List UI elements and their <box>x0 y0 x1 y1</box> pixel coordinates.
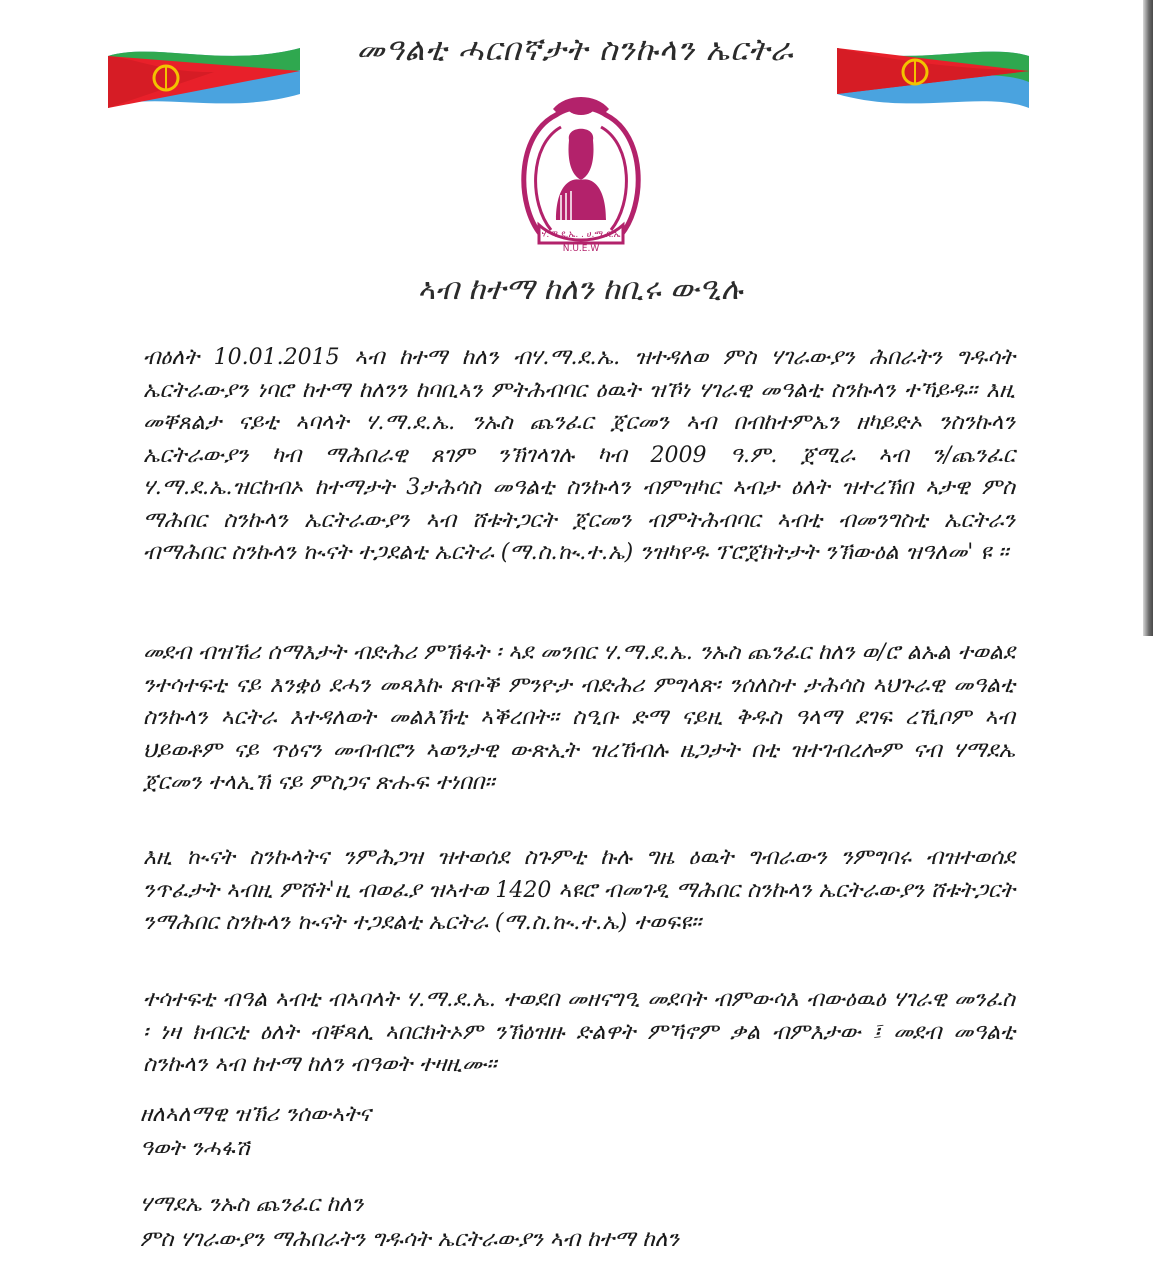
closing-line-1: ዘለኣለማዊ ዝኽሪ ንሰውኣትና <box>140 1102 371 1127</box>
page-edge-gap <box>1143 636 1153 1276</box>
svg-text:N.U.E.W: N.U.E.W <box>562 244 600 254</box>
signature-line-1: ሃማደኤ ንኡስ ጨንፈር ከለን <box>140 1192 364 1217</box>
paragraph-2: መደብ ብዝኽሪ ሰማእታት ብድሕሪ ምኽፋት ፡ ኣደ መንበር ሃ.ማ.ደ.ኤ. ንኡስ ጨንፈር ከለን ወ/ሮ ልኡል ተወልደ ንተሳተፍቲ ናይ እንቋዕ ደሓን መጻእኩ ጽቡቕ ምንዮታ ብድሕሪ ምግላጽ፡ ንሰለስተ ታሕሳስ ኣህጉራዊ መዓልቲ ስንኩላን ኣርትራ እተዳለወት መልእኽቲ ኣቕረበት። ስዒቡ ድማ ናይዚ ቅዱስ ዓላማ ደገፍ ረኺቦም ኣብ ህይወቶም ናይ ጥዕናን መብብሮን ኣወንታዊ ውጽኢት ዝረኸብሉ ዜጋታት በቲ ዝተገብረሎም ናብ ሃማደኤ ጀርመን ተላኢኽ ናይ ምስጋና ጽሑፍ ተነበበ። <box>143 640 1015 795</box>
document-subtitle: ኣብ ከተማ ከለን ከቢሩ ውዒሉ <box>417 272 743 307</box>
paragraph-1: ብዕለት 10.01.2015 ኣብ ከተማ ከለን ብሃ.ማ.ደ.ኤ. ዝተዳለወ ምስ ሃገራውያን ሕበራትን ግዱሳት ኤርትራውያን ነባሮ ከተማ ከለንን ከባቢኣን ምትሕብባር ዕዉት ዝኾነ ሃገራዊ መዓልቲ ስንኩላን ተኻይዱ። እዚ መቐጸልታ ናይቲ ኣባላት ሃ.ማ.ደ.ኤ. ንኡስ ጨንፈር ጀርመን ኣብ በብከተምኤን ዘካይድኦ ንስንኩላን ኤርትራውያን ካብ ማሕበራዊ ጸገም ንኽገላገሉ ካብ 2009 ዓ.ም. ጀሚራ ኣብ ን/ጨንፈር ሃ.ማ.ደ.ኤ.ዝርከብኦ ከተማታት 3ታሕሳስ መዓልቲ ስንኩላን ብምዝካር ኣብታ ዕለት ዝተረኽበ ኣታዊ ምስ ማሕበር ስንኩላን ኤርትራውያን ኣብ ሸቱትጋርት ጀርመን ብምትሕብባር ኣብቲ ብመንግስቲ ኤርትራን ብማሕበር ስንኩላን ኲናት ተጋደልቲ ኤርትራ (ማ.ስ.ኲ.ተ.ኤ) ንዝካየዱ ፕሮጀክትታት ንኽውዕል ዝዓለመ' ዩ ። <box>143 345 1015 565</box>
svg-text:ሃ.ማ.ደ.ኤ. . ሀ.ማ.ደ.ኤ: ሃ.ማ.ደ.ኤ. . ሀ.ማ.ደ.ኤ <box>541 230 621 240</box>
paragraph-4: ተሳተፍቲ ብዓል ኣብቲ ብኣባላት ሃ.ማ.ደ.ኤ. ተወደበ መዘናግዒ መደባት ብምውሳእ ብውዕዉዕ ሃገራዊ መንፈስ ፡ ነዛ ክብርቲ ዕለት ብቐጻሊ ኣበርክትኦም ንኽዕዝዙ ድልዋት ምኻኖም ቃል ብምእታው ፤ መደብ መዓልቲ ስንኩላን ኣብ ከተማ ከለን ብዓወት ተዛዚሙ። <box>143 987 1015 1077</box>
closing-line-2: ዓወት ንሓፋሽ <box>140 1136 250 1161</box>
paragraph-3: እዚ ኲናት ስንኩላትና ንምሕጋዝ ዝተወሰደ ስጉምቲ ኩሉ ግዜ ዕዉት ግብራውን ንምግባሩ ብዝተወሰደ ንጥፈታት ኣብዚ ምሸት'ዚ ብወፈያ ዝኣተወ 1420 ኣዩሮ ብመገዲ ማሕበር ስንኩላን ኤርትራውያን ሸቱትጋርት ንማሕበር ስንኩላን ኲናት ተጋደልቲ ኤርትራ (ማ.ስ.ኲ.ተ.ኤ) ተወፍዩ። <box>143 845 1015 935</box>
page-title: መዓልቲ ሓርበኛታት ስንኩላን ኤርትራ <box>356 32 794 68</box>
signature-line-2: ምስ ሃገራውያን ማሕበራትን ግዱሳት ኤርትራውያን ኣብ ከተማ ከለን <box>140 1227 680 1252</box>
nuew-logo-icon <box>511 85 651 257</box>
